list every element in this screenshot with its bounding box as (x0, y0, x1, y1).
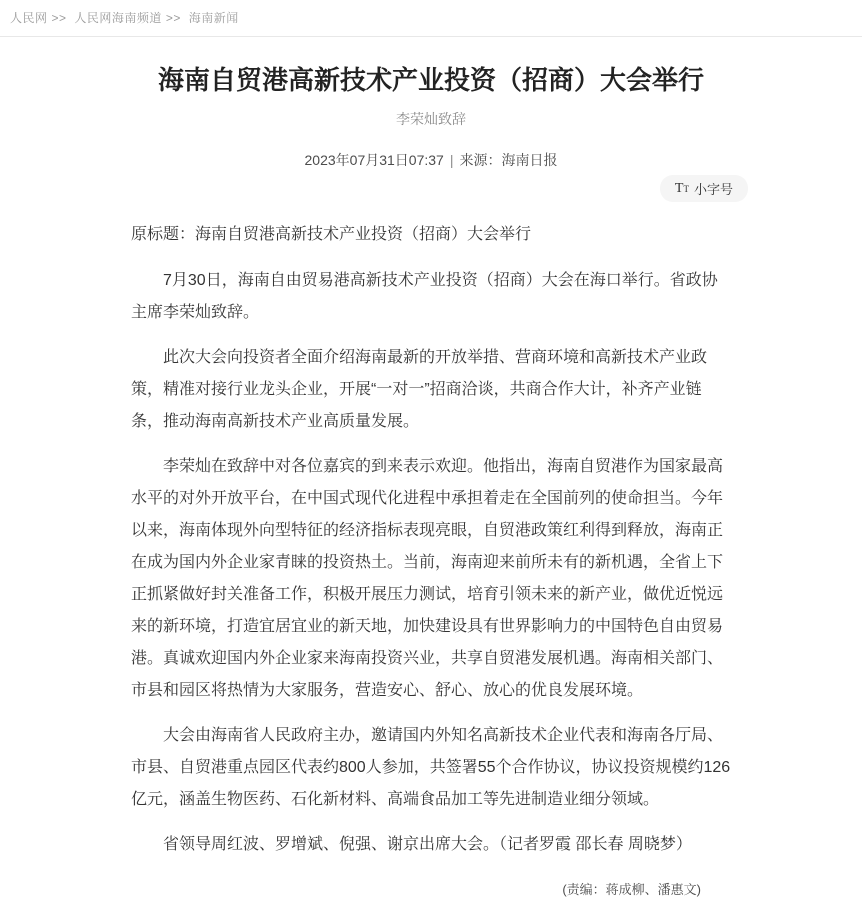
article-source: 来源：海南日报 (459, 152, 558, 168)
font-size-button[interactable] (660, 175, 748, 202)
original-title-line: 原标题：海南自贸港高新技术产业投资（招商）大会举行 (131, 226, 532, 243)
article-container (131, 64, 731, 898)
breadcrumb-link[interactable]: 人民网 (10, 11, 48, 25)
font-size-button-label: 小字号 (693, 182, 733, 197)
article-subtitle: 李荣灿致辞 (396, 111, 466, 127)
article-body (131, 219, 731, 861)
page-title: 海南自贸港高新技术产业投资（招商）大会举行 (157, 65, 704, 95)
editors-line: (责编：蒋成柳、潘惠文) (562, 882, 701, 897)
article-paragraph: 此次大会向投资者全面介绍海南最新的开放举措、营商环境和高新技术产业政策，精准对接行业龙头企业，开展“一对一”招商洽谈，共商合作大计，补齐产业链条，推动海南高新技术产业高质量发展。 (131, 349, 708, 430)
article-meta (131, 150, 731, 170)
font-size-icon: TT (674, 181, 689, 196)
paragraph-list (131, 265, 731, 861)
breadcrumb-separator: >> (51, 11, 67, 25)
article-paragraph: 大会由海南省人民政府主办，邀请国内外知名高新技术企业代表和海南各厅局、市县、自贸港重点园区代表约800人参加，共签署55个合作协议，协议投资规模约126亿元，涵盖生物医药、石化新材料、高端食品加工等先进制造业细分领域。 (131, 727, 731, 808)
breadcrumb-separator: >> (165, 11, 181, 25)
breadcrumb (0, 0, 862, 37)
article-paragraph: 李荣灿在致辞中对各位嘉宾的到来表示欢迎。他指出，海南自贸港作为国家最高水平的对外开放平台，在中国式现代化进程中承担着走在全国前列的使命担当。今年以来，海南体现外向型特征的经济指标表现亮眼，自贸港政策红利得到释放，海南正在成为国内外企业家青睐的投资热土。当前，海南迎来前所未有的新机遇，全省上下正抓紧做好封关准备工作，积极开展压力测试，培育引领未来的新产业，做优近悦远来的新环境，打造宜居宜业的新天地，加快建设具有世界影响力的中国特色自由贸易港。真诚欢迎国内外企业家来海南投资兴业，共享自贸港发展机遇。海南相关部门、市县和园区将热情为大家服务，营造安心、舒心、放心的优良发展环境。 (131, 458, 724, 699)
article-paragraph: 省领导周红波、罗增斌、倪强、谢京出席大会。（记者罗霞 邵长春 周晓梦） (163, 836, 692, 853)
publish-datetime: 2023年07月31日07:37 (304, 152, 444, 168)
article-toolbar (131, 175, 748, 202)
meta-separator: | (449, 152, 454, 168)
article-paragraph: 7月30日，海南自由贸易港高新技术产业投资（招商）大会在海口举行。省政协主席李荣灿致辞。 (131, 272, 718, 321)
breadcrumb-link[interactable]: 海南新闻 (188, 11, 239, 25)
breadcrumb-link[interactable]: 人民网海南频道 (74, 11, 162, 25)
